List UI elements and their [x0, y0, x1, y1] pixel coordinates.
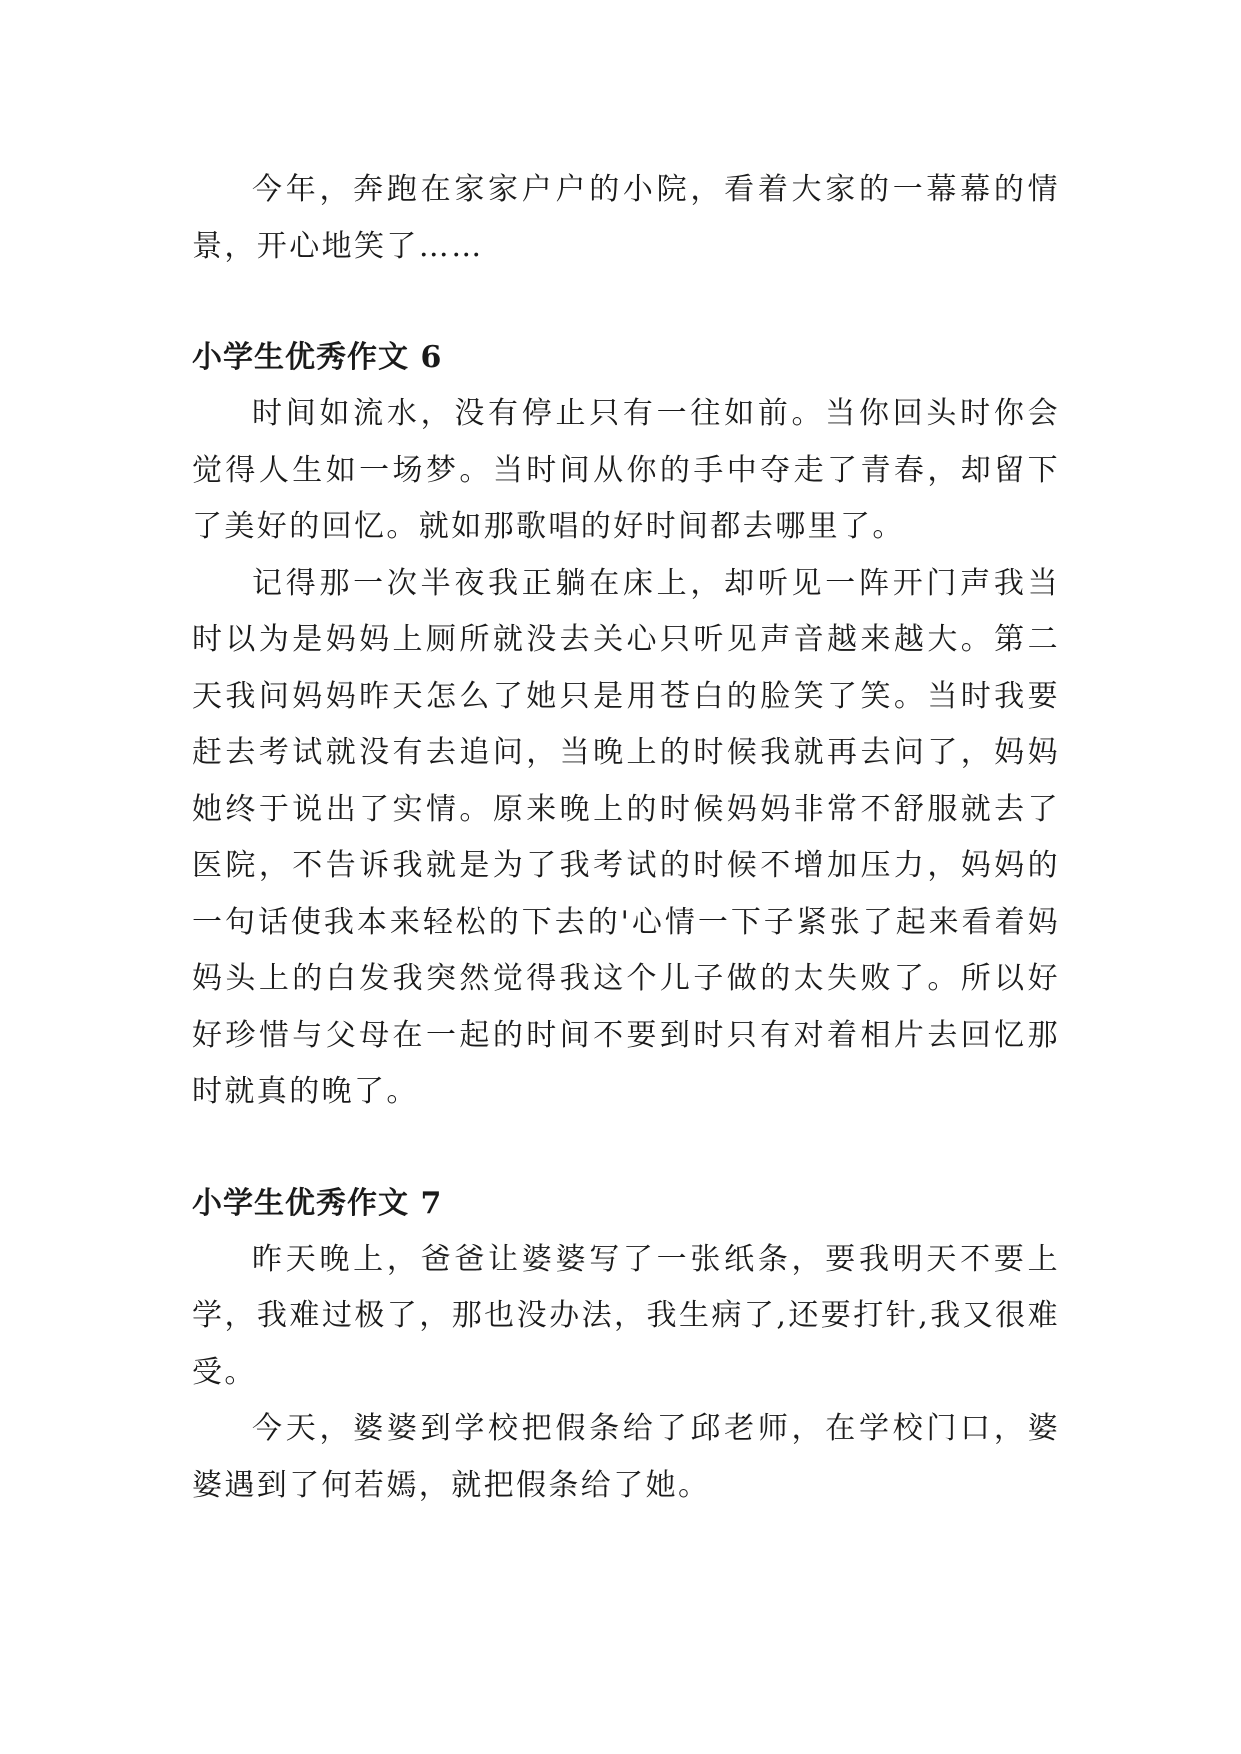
intro-paragraph-1: 今年，奔跑在家家户户的小院，看着大家的一幕幕的情景，开心地笑了…… — [192, 172, 1060, 264]
essay-6-paragraph-2: 记得那一次半夜我正躺在床上，却听见一阵开门声我当时以为是妈妈上厕所就没去关心只听见声音越来越大。第二天我问妈妈昨天怎么了她只是用苍白的脸笑了笑。当时我要赶去考试就没有去追问，当晚上的时候我就再去问了，妈妈她终于说出了实情。原来晚上的时候妈妈非常不舒服就去了医院，不告诉我就是为了我考试的时候不增加压力，妈妈的一句话使我本来轻松的下去的'心情一下子紧张了起来看着妈妈头上的白发我突然觉得我这个儿子做的太失败了。所以好好珍惜与父母在一起的时间不要到时只有对着相片去回忆那时就真的晚了。 — [192, 565, 1060, 1109]
essay-6-title: 小学生优秀作文 6 — [192, 340, 443, 375]
essay-7-paragraph-2: 今天，婆婆到学校把假条给了邱老师，在学校门口，婆婆遇到了何若嫣，就把假条给了她。 — [192, 1411, 1060, 1503]
essay-7-title: 小学生优秀作文 7 — [192, 1185, 443, 1221]
document-page — [192, 162, 1060, 1514]
essay-6-paragraph-1: 时间如流水，没有停止只有一往如前。当你回头时你会觉得人生如一场梦。当时间从你的手中夺走了青春，却留下了美好的回忆。就如那歌唱的好时间都去哪里了。 — [192, 396, 1060, 544]
essay-7-paragraph-1: 昨天晚上，爸爸让婆婆写了一张纸条，要我明天不要上学，我难过极了，那也没办法，我生病了,还要打针,我又很难受。 — [192, 1241, 1060, 1390]
